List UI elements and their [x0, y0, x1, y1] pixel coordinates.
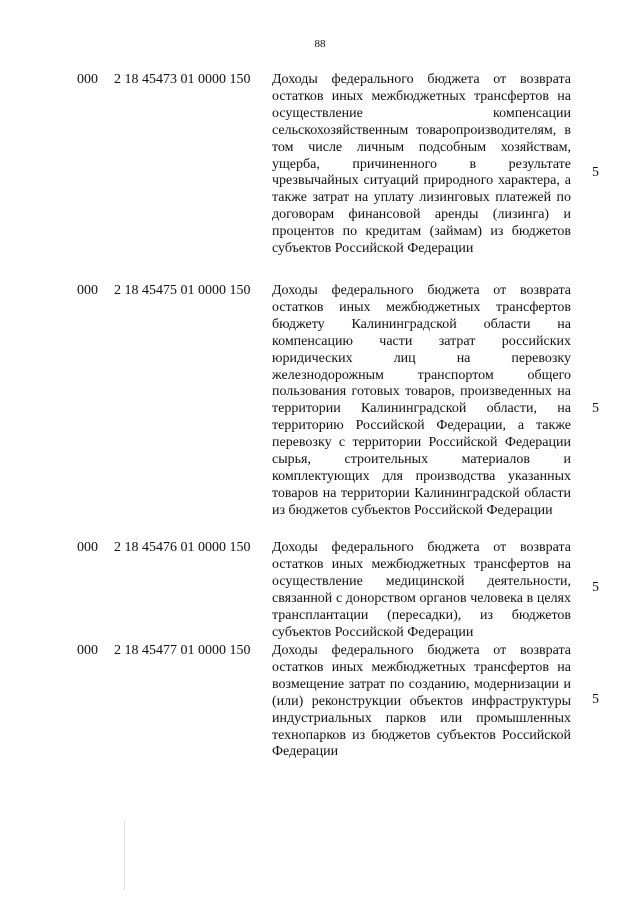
administrator-code: 000	[77, 283, 98, 298]
budget-classification-code: 2 18 45476 01 0000 150	[114, 540, 251, 555]
page-number: 88	[314, 38, 326, 50]
revenue-description: Доходы федерального бюджета от возврата остатков иных межбюджетных трансфертов бюджету Калининградской области на компенсацию части затрат российских юридических лиц на перевозку железнодорожным транспортом общего пользования готовых товаров, произведенных на территории Калининградской области, на территорию Российской Федерации, а также перевозку с территории Российской Федерации сырья, строительных материалов и комплектующих для производства указанных товаров на территории Калининградской области из бюджетов субъектов Российской Федерации	[272, 283, 571, 518]
budget-classification-code: 2 18 45473 01 0000 150	[114, 72, 251, 87]
administrator-code: 000	[77, 643, 98, 658]
budget-classification-code: 2 18 45477 01 0000 150	[114, 643, 251, 658]
scan-artifact-line	[124, 820, 125, 890]
revenue-description: Доходы федерального бюджета от возврата остатков иных межбюджетных трансфертов на возмещение затрат по созданию, модернизации и (или) реконструкции объектов инфраструктуры индустриальных парков или промышленных технопарков из бюджетов субъектов Российской Федерации	[272, 643, 571, 760]
distribution-norm: 5	[592, 580, 599, 595]
revenue-description: Доходы федерального бюджета от возврата остатков иных межбюджетных трансфертов на осуществление компенсации сельскохозяйственным товаропроизводителям, в том числе личным подсобным хозяйствам, ущерба, причиненного в результате чрезвычайных ситуаций природного характера, а также затрат на уплату лизинговых платежей по договорам финансовой аренды (лизинга) и процентов по кредитам (займам) из бюджетов субъектов Российской Федерации	[272, 72, 571, 257]
administrator-code: 000	[77, 540, 98, 555]
distribution-norm: 5	[592, 692, 599, 707]
budget-classification-code: 2 18 45475 01 0000 150	[114, 283, 251, 298]
revenue-description: Доходы федерального бюджета от возврата остатков иных межбюджетных трансфертов на осуществление медицинской деятельности, связанной с донорством органов человека в целях трансплантации (пересадки), из бюджетов субъектов Российской Федерации	[272, 540, 571, 640]
distribution-norm: 5	[592, 165, 599, 180]
distribution-norm: 5	[592, 401, 599, 416]
administrator-code: 000	[77, 72, 98, 87]
